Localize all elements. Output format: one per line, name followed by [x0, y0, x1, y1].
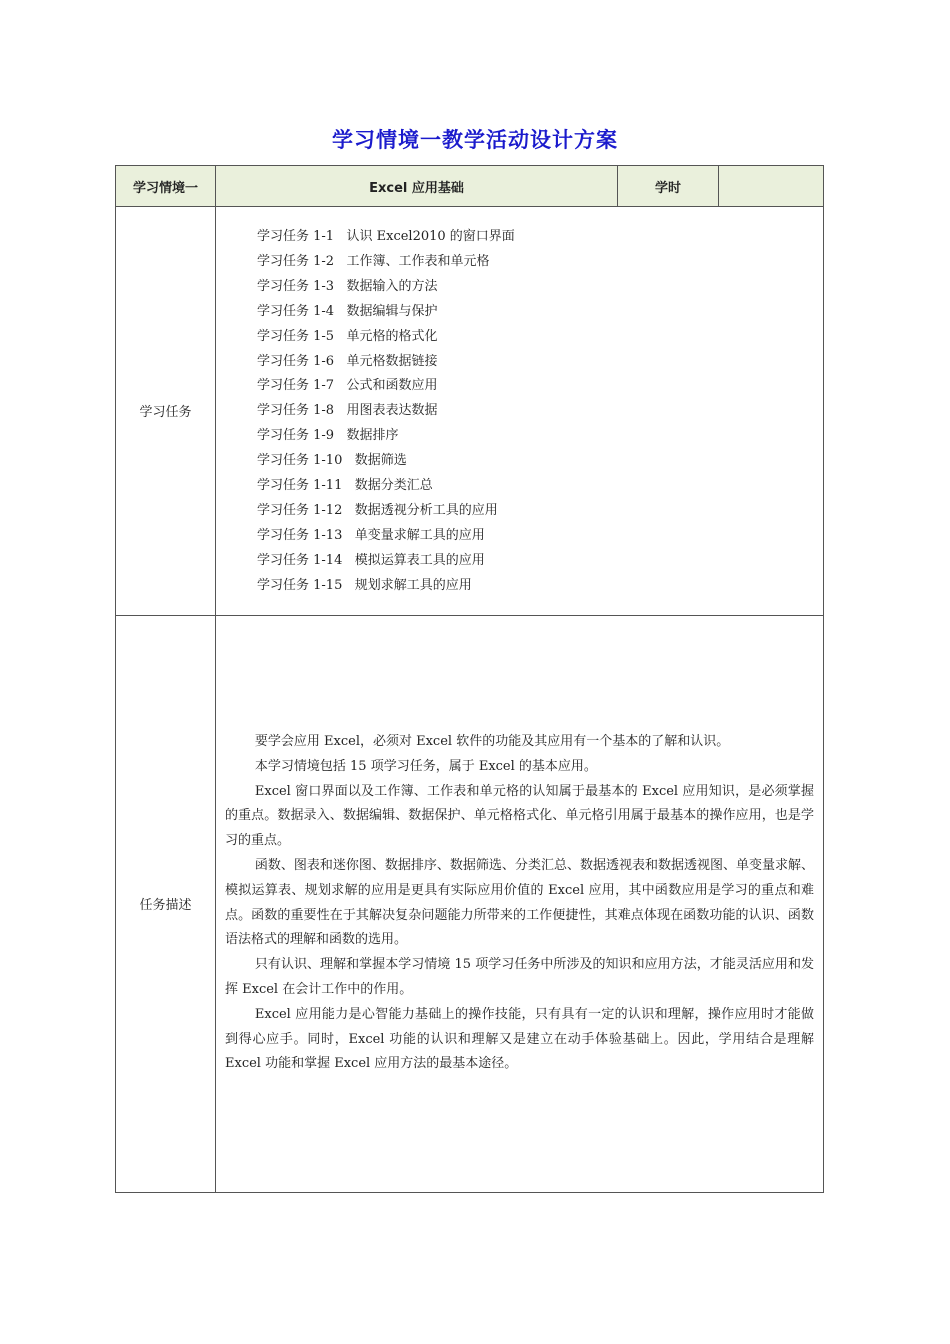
task-id: 学习任务 1-3	[257, 278, 335, 294]
task-id: 学习任务 1-2	[257, 253, 335, 269]
task-name: 数据排序	[346, 428, 399, 444]
task-name: 数据透视分析工具的应用	[354, 502, 498, 518]
description-paragraph: 只有认识、理解和掌握本学习情境 15 项学习任务中所涉及的知识和应用方法，才能灵活应用和发挥 Excel 在会计工作中的作用。	[225, 957, 814, 997]
task-name: 单变量求解工具的应用	[354, 527, 485, 543]
task-name: 数据筛选	[354, 453, 407, 469]
task-name: 规划求解工具的应用	[354, 577, 472, 593]
header-row	[116, 166, 824, 207]
task-name: 工作簿、工作表和单元格	[346, 253, 490, 269]
task-item	[257, 300, 823, 325]
task-item	[257, 474, 823, 499]
plan-table	[115, 165, 824, 1193]
task-item	[257, 449, 823, 474]
task-name: 模拟运算表工具的应用	[354, 552, 485, 568]
task-item	[257, 250, 823, 275]
description-row	[116, 615, 824, 1192]
situation-name-cell: Excel 应用基础	[216, 166, 618, 207]
task-id: 学习任务 1-11	[257, 478, 343, 494]
task-id: 学习任务 1-4	[257, 303, 335, 319]
task-id: 学习任务 1-1	[257, 229, 335, 244]
task-name: 单元格数据链接	[346, 353, 438, 369]
task-item	[257, 350, 823, 375]
tasks-cell	[216, 207, 824, 616]
task-name: 公式和函数应用	[346, 378, 438, 394]
task-item	[257, 574, 823, 599]
task-item	[257, 524, 823, 549]
task-id: 学习任务 1-9	[257, 428, 335, 444]
description-paragraph: 要学会应用 Excel，必须对 Excel 软件的功能及其应用有一个基本的了解和认识。	[254, 734, 730, 750]
description-paragraph: Excel 应用能力是心智能力基础上的操作技能，只有具有一定的认识和理解，操作应用时才能做到得心应手。同时，Excel 功能的认识和理解又是建立在动手体验基础上。因此，学用结合是理解 Excel 功能和掌握 Excel 应用方法的最基本途径。	[225, 1006, 814, 1072]
task-item	[257, 549, 823, 574]
task-id: 学习任务 1-10	[257, 453, 343, 469]
task-name: 数据输入的方法	[346, 278, 438, 294]
task-item	[257, 325, 823, 350]
task-item	[257, 225, 823, 250]
task-item	[257, 374, 823, 399]
hours-value-cell	[719, 166, 824, 207]
task-name: 认识 Excel2010 的窗口界面	[346, 229, 515, 244]
hours-label-cell: 学时	[618, 166, 719, 207]
task-id: 学习任务 1-14	[257, 552, 343, 568]
task-name: 单元格的格式化	[346, 328, 438, 344]
task-name: 用图表表达数据	[346, 403, 438, 419]
task-id: 学习任务 1-7	[257, 378, 335, 394]
task-name: 数据分类汇总	[354, 478, 433, 494]
situation-label-cell: 学习情境一	[116, 166, 216, 207]
tasks-label: 学习任务	[116, 207, 216, 616]
task-id: 学习任务 1-6	[257, 353, 335, 369]
description-paragraph: 函数、图表和迷你图、数据排序、数据筛选、分类汇总、数据透视表和数据透视图、单变量求解、模拟运算表、规划求解的应用是更具有实际应用价值的 Excel 应用，其中函数应用是学习的重点和难点。函数的重要性在于其解决复杂问题能力所带来的工作便捷性，其难点体现在函数功能的认识、函数语法格式的理解和函数的选用。	[225, 858, 814, 948]
task-item	[257, 399, 823, 424]
document-title: 学习情境一教学活动设计方案	[332, 128, 618, 152]
description-label: 任务描述	[116, 615, 216, 1192]
description-paragraph: 本学习情境包括 15 项学习任务，属于 Excel 的基本应用。	[254, 758, 597, 774]
description-cell	[216, 615, 824, 1192]
task-name: 数据编辑与保护	[346, 303, 438, 319]
task-id: 学习任务 1-8	[257, 403, 335, 419]
task-id: 学习任务 1-13	[257, 527, 343, 543]
task-item	[257, 499, 823, 524]
task-item	[257, 275, 823, 300]
task-id: 学习任务 1-15	[257, 577, 343, 593]
task-item	[257, 424, 823, 449]
tasks-row	[116, 207, 824, 616]
description-body	[216, 730, 823, 1077]
task-list	[216, 207, 823, 615]
description-paragraph: Excel 窗口界面以及工作簿、工作表和单元格的认知属于最基本的 Excel 应用知识，是必须掌握的重点。数据录入、数据编辑、数据保护、单元格格式化、单元格引用属于最基本的操作应用，也是学习的重点。	[225, 783, 814, 849]
task-id: 学习任务 1-5	[257, 328, 335, 344]
task-id: 学习任务 1-12	[257, 502, 343, 518]
